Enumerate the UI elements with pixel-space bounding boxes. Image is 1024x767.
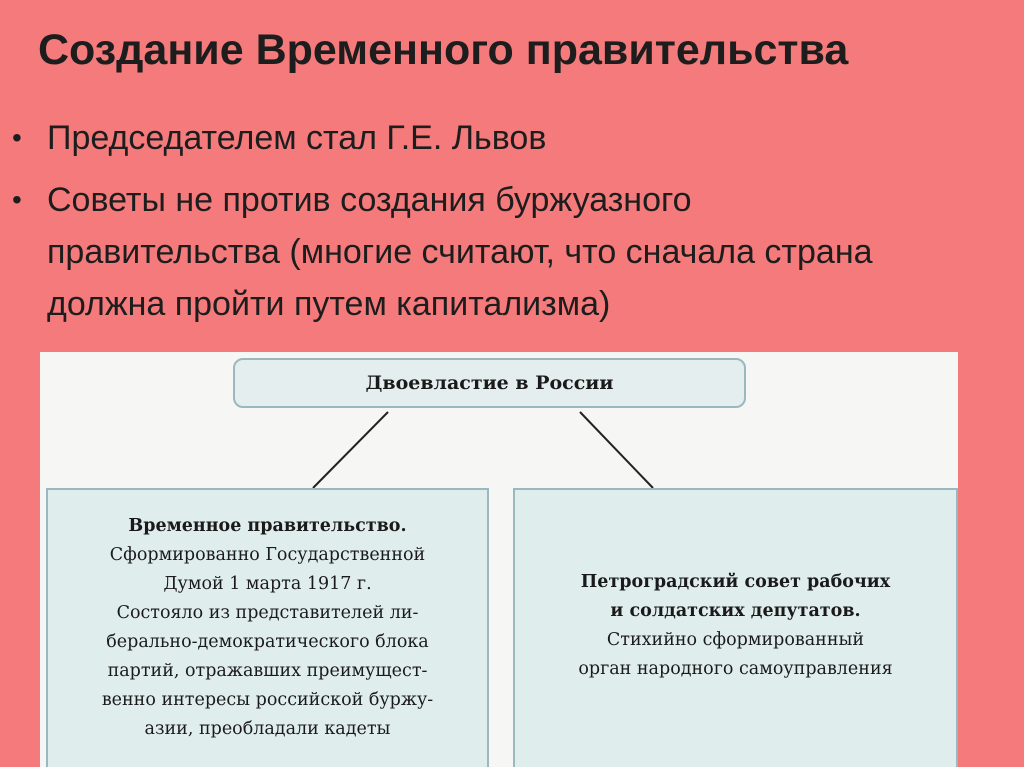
provisional-government-box: [46, 488, 489, 767]
provisional-government-text: азии, преобладали кадеты: [144, 719, 391, 739]
bullet-item: [0, 112, 947, 164]
provisional-government-text: берально-демократического блока: [106, 632, 429, 652]
bullet-item: [0, 174, 897, 330]
bullet-dot-icon: •: [12, 184, 22, 215]
petrograd-soviet-text: орган народного самоуправления: [578, 659, 893, 679]
bullet-dot-icon: •: [12, 122, 22, 153]
petrograd-soviet-heading: Петроградский совет рабочих: [580, 572, 891, 592]
provisional-government-text: Сформированно Государственной: [109, 545, 426, 565]
slide-title: Создание Временного правительства: [38, 26, 849, 74]
bullet-text: Председателем стал Г.Е. Львов: [47, 119, 547, 157]
petrograd-soviet-box: [513, 488, 958, 767]
provisional-government-text: Состояло из представителей ли-: [116, 603, 419, 623]
bullet-text: Советы не против создания буржуазного правительства (многие считают, что сначала страна должна пройти путем капитализма): [47, 181, 873, 323]
petrograd-soviet-text: Стихийно сформированный: [606, 630, 865, 650]
root-node: [233, 358, 746, 408]
bullet-list: [0, 112, 1024, 340]
petrograd-soviet-heading: и солдатских депутатов.: [610, 601, 861, 621]
connector-right: [580, 412, 653, 488]
provisional-government-text: Думой 1 марта 1917 г.: [163, 574, 372, 594]
connector-left: [313, 412, 388, 488]
root-node-label: Двоевластие в России: [365, 372, 614, 394]
provisional-government-text: венно интересы российской буржу-: [101, 690, 434, 710]
provisional-government-heading: Временное правительство.: [128, 516, 407, 536]
dual-power-diagram: [40, 352, 958, 767]
provisional-government-text: партий, отражавших преимущест-: [107, 661, 428, 681]
